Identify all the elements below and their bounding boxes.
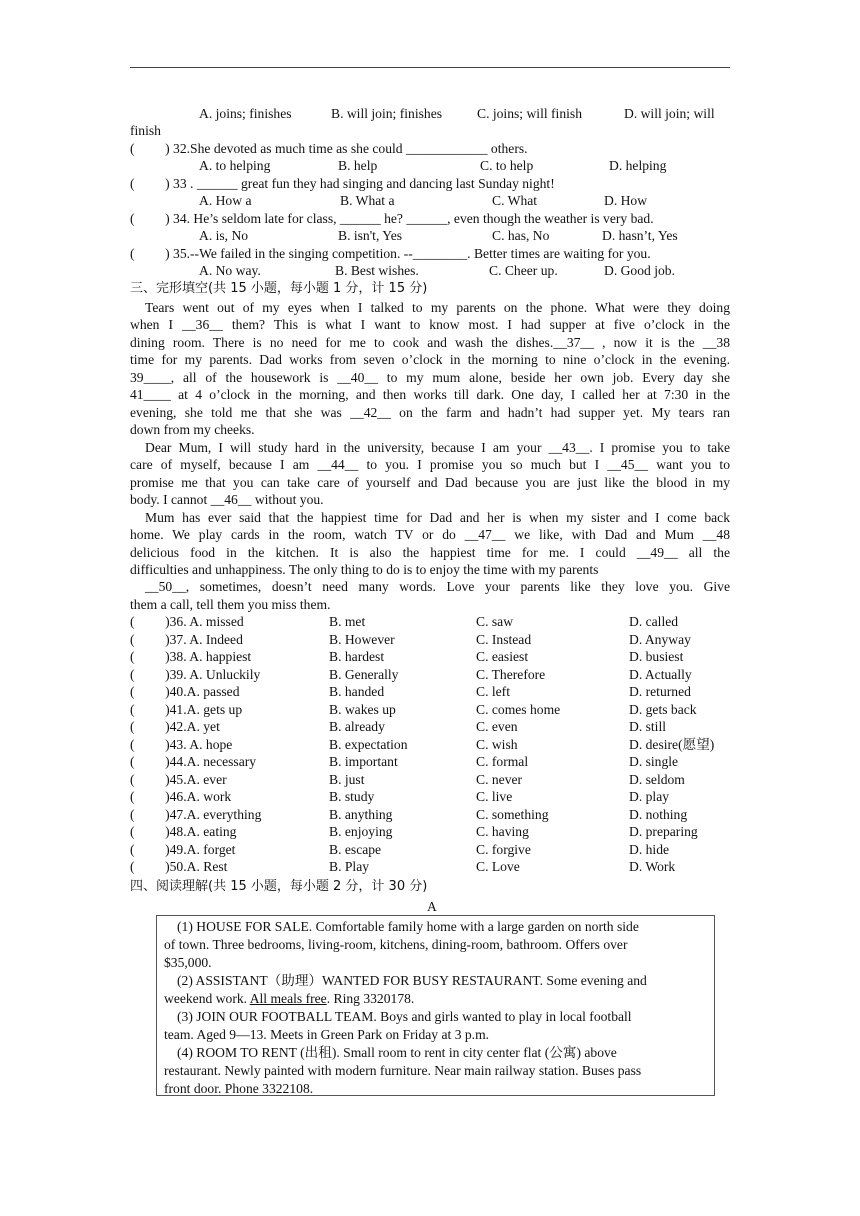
- cloze-q36-stem: ( )36. A. missed: [130, 614, 244, 629]
- q31-option-d-cont: finish: [130, 123, 161, 138]
- cloze-line-15: delicious food in the kitchen. It is also the happiest time for me. I could __49__ all the: [130, 545, 730, 560]
- q33-option-c: C. What: [492, 193, 538, 208]
- cloze-q49-c: C. forgive: [476, 841, 531, 857]
- section-4-heading: 四、阅读理解(共 15 小题，每小题 2 分，计 30 分): [130, 879, 428, 894]
- ad-3-line-1: (3) JOIN OUR FOOTBALL TEAM. Boys and girls wanted to play in local football: [177, 1009, 632, 1024]
- cloze-q45-b: B. just: [329, 771, 365, 787]
- cloze-q37-d: D. Anyway: [629, 631, 691, 647]
- ad-2-line-1: (2) ASSISTANT（助理）WANTED FOR BUSY RESTAURANT. Some evening and: [177, 973, 647, 988]
- cloze-q43-b: B. expectation: [329, 736, 408, 752]
- cloze-q45-c: C. never: [476, 771, 523, 787]
- question-34: ( ) 34. He’s seldom late for class, ______ he? ______, even though the weather is very bad.: [130, 211, 654, 226]
- cloze-q45-stem: ( )45.A. ever: [130, 771, 227, 787]
- cloze-q41-c: C. comes home: [476, 701, 561, 717]
- passage-a-label: A: [427, 899, 437, 914]
- ad-2-line-2: weekend work. All meals free. Ring 3320178.: [164, 991, 415, 1006]
- question-35: ( ) 35.--We failed in the singing competition. --________. Better times are waiting for you.: [130, 246, 651, 261]
- cloze-q42-c: C. even: [476, 719, 518, 734]
- cloze-line-8: down from my cheeks.: [130, 422, 255, 437]
- cloze-line-14: home. We play cards in the room, watch TV or do __47__ we like, with Dad and Mum __48: [130, 527, 730, 542]
- cloze-q48-c: C. having: [476, 824, 529, 839]
- q32-option-a: A. to helping: [199, 158, 271, 173]
- question-32: ( ) 32.She devoted as much time as she could ____________ others.: [130, 141, 528, 156]
- cloze-q36-d: D. called: [629, 614, 679, 629]
- q35-option-c: C. Cheer up.: [489, 263, 558, 278]
- cloze-q39-d: D. Actually: [629, 666, 692, 682]
- cloze-line-2: when I __36__ them? This is what I want to know most. I had supper at five o’clock in the: [130, 317, 730, 332]
- cloze-q46-c: C. live: [476, 789, 513, 804]
- ad-1-line-3: $35,000.: [164, 955, 212, 970]
- cloze-line-12: body. I cannot __46__ without you.: [130, 492, 324, 507]
- cloze-q50-stem: ( )50.A. Rest: [130, 859, 228, 874]
- cloze-line-7: evening, she told me that she was __42__ on the farm and hadn’t had supper yet. My tears ran: [130, 405, 730, 420]
- cloze-q48-d: D. preparing: [629, 824, 698, 839]
- cloze-line-5: 39____, all of the housework is __40__ to my mum alone, beside her own job. Every day she: [130, 370, 730, 385]
- cloze-q48-b: B. enjoying: [329, 824, 393, 839]
- cloze-q39-b: B. Generally: [329, 666, 399, 682]
- q35-option-b: B. Best wishes.: [335, 263, 419, 278]
- cloze-q50-c: C. Love: [476, 859, 520, 874]
- q35-option-d: D. Good job.: [604, 263, 675, 278]
- q31-option-c: C. joins; will finish: [477, 106, 582, 121]
- cloze-q41-stem: ( )41.A. gets up: [130, 701, 243, 717]
- cloze-line-11: promise me that you can take care of yourself and Dad because you are just like the blood in my: [130, 475, 730, 490]
- q33-option-d: D. How: [604, 193, 648, 208]
- question-33: ( ) 33 . ______ great fun they had singing and dancing last Sunday night!: [130, 176, 555, 191]
- cloze-line-18: them a call, tell them you miss them.: [130, 597, 331, 612]
- cloze-q38-d: D. busiest: [629, 649, 684, 664]
- q31-option-a: A. joins; finishes: [199, 106, 292, 121]
- cloze-q50-d: D. Work: [629, 859, 676, 874]
- cloze-q44-b: B. important: [329, 754, 398, 769]
- q32-option-b: B. help: [338, 158, 378, 173]
- q33-option-a: A. How a: [199, 193, 252, 208]
- cloze-q46-d: D. play: [629, 789, 670, 804]
- cloze-q43-c: C. wish: [476, 736, 518, 752]
- cloze-q39-stem: ( )39. A. Unluckily: [130, 666, 261, 682]
- section-3-heading: 三、完形填空(共 15 小题，每小题 1 分，计 15 分): [130, 281, 428, 296]
- cloze-q42-stem: ( )42.A. yet: [130, 719, 220, 734]
- q31-option-d: D. will join; will: [624, 106, 715, 121]
- cloze-q44-c: C. formal: [476, 754, 529, 769]
- cloze-q37-c: C. Instead: [476, 631, 532, 647]
- ad-4-line-1: (4) ROOM TO RENT (出租). Small room to rent in city center flat (公寓) above: [177, 1045, 617, 1060]
- cloze-q42-d: D. still: [629, 719, 667, 734]
- cloze-line-10: care of myself, because I am __44__ to you. I promise you so much but I __45__ want you to: [130, 457, 730, 472]
- cloze-q49-stem: ( )49.A. forget: [130, 841, 236, 857]
- cloze-line-13: Mum has ever said that the happiest time for Dad and her is when my sister and I come back: [145, 510, 730, 525]
- cloze-line-4: time for my parents. Dad works from seven o’clock in the morning to nine o’clock in the evening.: [130, 352, 730, 367]
- cloze-q43-stem: ( )43. A. hope: [130, 736, 233, 752]
- q32-option-c: C. to help: [480, 158, 534, 173]
- cloze-q50-b: B. Play: [329, 859, 370, 874]
- cloze-q47-d: D. nothing: [629, 806, 688, 822]
- cloze-line-3: dining room. There is no need for me to cook and wash the dishes.__37__ , now it is the __38: [130, 335, 730, 350]
- ad-1-line-2: of town. Three bedrooms, living-room, kitchens, dining-room, bathroom. Offers over: [164, 937, 628, 952]
- cloze-q42-b: B. already: [329, 719, 385, 734]
- cloze-q38-stem: ( )38. A. happiest: [130, 649, 252, 664]
- q34-option-a: A. is, No: [199, 228, 249, 243]
- q33-option-b: B. What a: [340, 193, 395, 208]
- cloze-q43-d: D. desire(愿望): [629, 736, 715, 752]
- ad-4-line-3: front door. Phone 3322108.: [164, 1081, 314, 1096]
- header-rule: [130, 67, 730, 68]
- cloze-q40-c: C. left: [476, 684, 510, 699]
- cloze-q37-stem: ( )37. A. Indeed: [130, 631, 243, 647]
- ad-1-line-1: (1) HOUSE FOR SALE. Comfortable family home with a large garden on north side: [177, 919, 639, 934]
- q31-option-b: B. will join; finishes: [331, 106, 443, 121]
- cloze-line-17: __50__, sometimes, doesn’t need many words. Love your parents like they love you. Give: [145, 579, 730, 594]
- cloze-line-6: 41____ at 4 o’clock in the morning, and then works till dark. One day, I called her at 7:30 in the: [130, 387, 730, 402]
- q32-option-d: D. helping: [609, 158, 667, 173]
- cloze-line-1: Tears went out of my eyes when I talked to my parents on the phone. What were they doing: [145, 300, 730, 315]
- cloze-q47-c: C. something: [476, 806, 549, 822]
- ad-4-line-2: restaurant. Newly painted with modern furniture. Near main railway station. Buses pass: [164, 1063, 642, 1078]
- cloze-line-16: difficulties and unhappiness. The only thing to do is to enjoy the time with my parents: [130, 562, 599, 577]
- cloze-q46-b: B. study: [329, 789, 375, 804]
- q34-option-d: D. hasn’t, Yes: [602, 228, 678, 243]
- cloze-q40-stem: ( )40.A. passed: [130, 684, 240, 699]
- cloze-q49-b: B. escape: [329, 841, 382, 857]
- cloze-q41-b: B. wakes up: [329, 701, 396, 717]
- q34-option-c: C. has, No: [492, 228, 550, 243]
- cloze-q47-b: B. anything: [329, 806, 393, 822]
- cloze-q46-stem: ( )46.A. work: [130, 789, 232, 804]
- cloze-q40-b: B. handed: [329, 684, 385, 699]
- cloze-q44-stem: ( )44.A. necessary: [130, 754, 257, 769]
- cloze-q38-c: C. easiest: [476, 649, 529, 664]
- cloze-line-9: Dear Mum, I will study hard in the university, because I am your __43__. I promise you to take: [145, 440, 730, 455]
- cloze-q40-d: D. returned: [629, 684, 691, 699]
- ad-3-line-2: team. Aged 9—13. Meets in Green Park on Friday at 3 p.m.: [164, 1027, 490, 1042]
- cloze-q47-stem: ( )47.A. everything: [130, 806, 262, 822]
- cloze-q45-d: D. seldom: [629, 771, 685, 787]
- cloze-q36-c: C. saw: [476, 614, 514, 629]
- cloze-q41-d: D. gets back: [629, 701, 697, 717]
- cloze-q38-b: B. hardest: [329, 649, 385, 664]
- q34-option-b: B. isn't, Yes: [338, 228, 403, 243]
- cloze-q39-c: C. Therefore: [476, 666, 546, 682]
- q35-option-a: A. No way.: [199, 263, 261, 278]
- cloze-q36-b: B. met: [329, 614, 366, 629]
- cloze-q44-d: D. single: [629, 754, 679, 769]
- cloze-q37-b: B. However: [329, 631, 395, 647]
- cloze-q49-d: D. hide: [629, 841, 670, 857]
- cloze-q48-stem: ( )48.A. eating: [130, 824, 237, 839]
